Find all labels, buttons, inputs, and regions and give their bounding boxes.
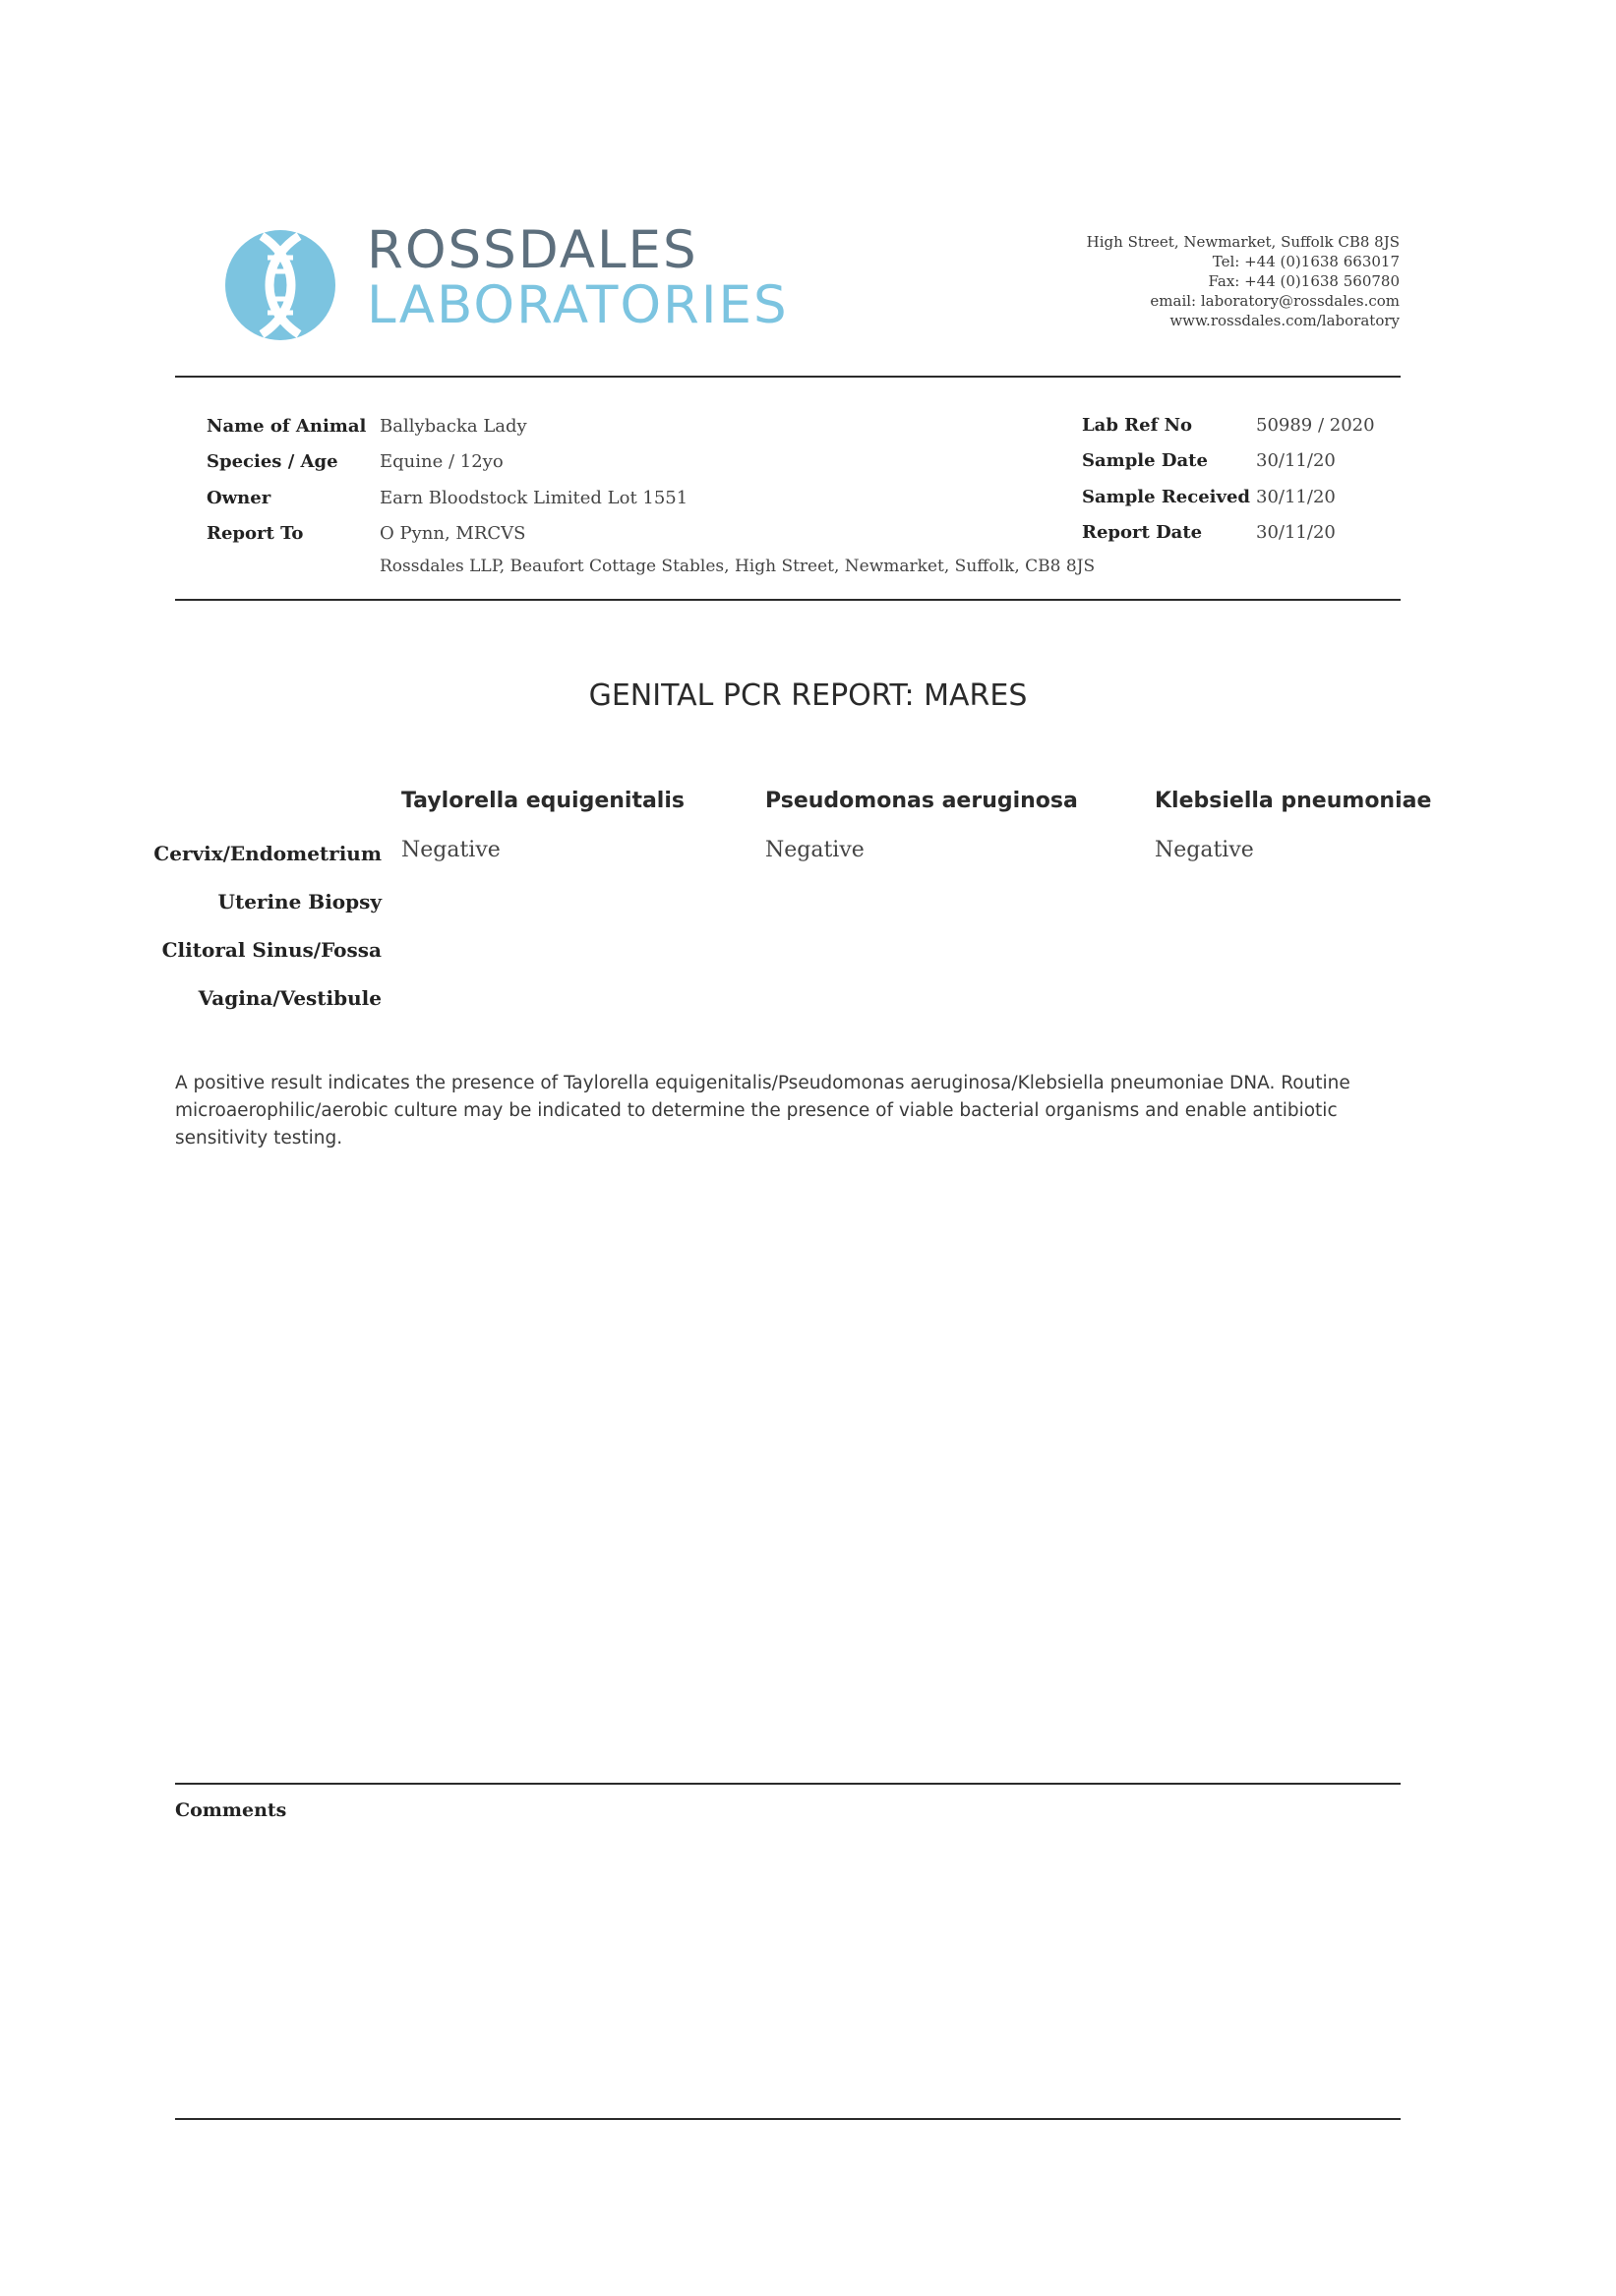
details-divider xyxy=(175,599,1401,601)
site-uterine-biopsy: Uterine Biopsy xyxy=(217,890,382,913)
interpretation-note: A positive result indicates the presence of Taylorella equigenitalis/Pseudomonas aeruginosa/Klebsiella pneumoniae DNA. Routine microaerophilic/aerobic culture may be indicated to determine the presence of viable bacterial organisms and enable antibiotic sensitivity testing. xyxy=(175,1073,1350,1148)
header-divider xyxy=(175,376,1401,378)
lab-ref-label: Lab Ref No xyxy=(1082,415,1193,436)
column-header-taylorella: Taylorella equigenitalis xyxy=(401,789,685,813)
sample-received-label: Sample Received xyxy=(1082,487,1251,507)
dna-helix-logo-icon xyxy=(222,222,338,344)
brand-name-line1: ROSSDALES xyxy=(367,220,698,280)
report-title: GENITAL PCR REPORT: MARES xyxy=(588,678,1028,713)
address-line: Tel: +44 (0)1638 663017 xyxy=(1212,253,1400,270)
name-label: Name of Animal xyxy=(207,416,367,437)
result-cervix-klebsiella: Negative xyxy=(1155,838,1254,862)
owner-label: Owner xyxy=(207,488,271,508)
result-cervix-taylorella: Negative xyxy=(401,838,501,862)
sample-received-value: 30/11/20 xyxy=(1256,487,1336,507)
lab-ref-value: 50989 / 2020 xyxy=(1256,415,1375,436)
address-website: www.rossdales.com/laboratory xyxy=(1169,312,1400,329)
species-value: Equine / 12yo xyxy=(380,451,504,472)
report-to-value: O Pynn, MRCVS xyxy=(380,523,526,544)
owner-value: Earn Bloodstock Limited Lot 1551 xyxy=(380,488,688,508)
column-header-pseudomonas: Pseudomonas aeruginosa xyxy=(765,789,1078,813)
comments-label: Comments xyxy=(175,1799,287,1821)
site-cervix-endometrium: Cervix/Endometrium xyxy=(153,842,382,865)
site-clitoral-sinus-fossa: Clitoral Sinus/Fossa xyxy=(161,938,382,962)
site-vagina-vestibule: Vagina/Vestibule xyxy=(198,986,382,1010)
comments-bottom-divider xyxy=(175,2118,1401,2120)
report-to-address: Rossdales LLP, Beaufort Cottage Stables, High Street, Newmarket, Suffolk, CB8 8JS xyxy=(380,557,1096,576)
result-cervix-pseudomonas: Negative xyxy=(765,838,865,862)
sample-date-label: Sample Date xyxy=(1082,450,1208,471)
comments-top-divider xyxy=(175,1783,1401,1785)
lab-address xyxy=(987,232,1400,330)
brand-name-line2: LABORATORIES xyxy=(367,275,789,335)
address-email: email: laboratory@rossdales.com xyxy=(1150,292,1400,310)
report-to-label: Report To xyxy=(207,523,304,544)
report-date-value: 30/11/20 xyxy=(1256,522,1336,543)
report-date-label: Report Date xyxy=(1082,522,1203,543)
column-header-klebsiella: Klebsiella pneumoniae xyxy=(1155,789,1432,813)
sample-date-value: 30/11/20 xyxy=(1256,450,1336,471)
address-line: High Street, Newmarket, Suffolk CB8 8JS xyxy=(1086,233,1400,251)
name-value: Ballybacka Lady xyxy=(380,416,527,437)
species-label: Species / Age xyxy=(207,451,338,472)
address-line: Fax: +44 (0)1638 560780 xyxy=(1208,272,1400,290)
